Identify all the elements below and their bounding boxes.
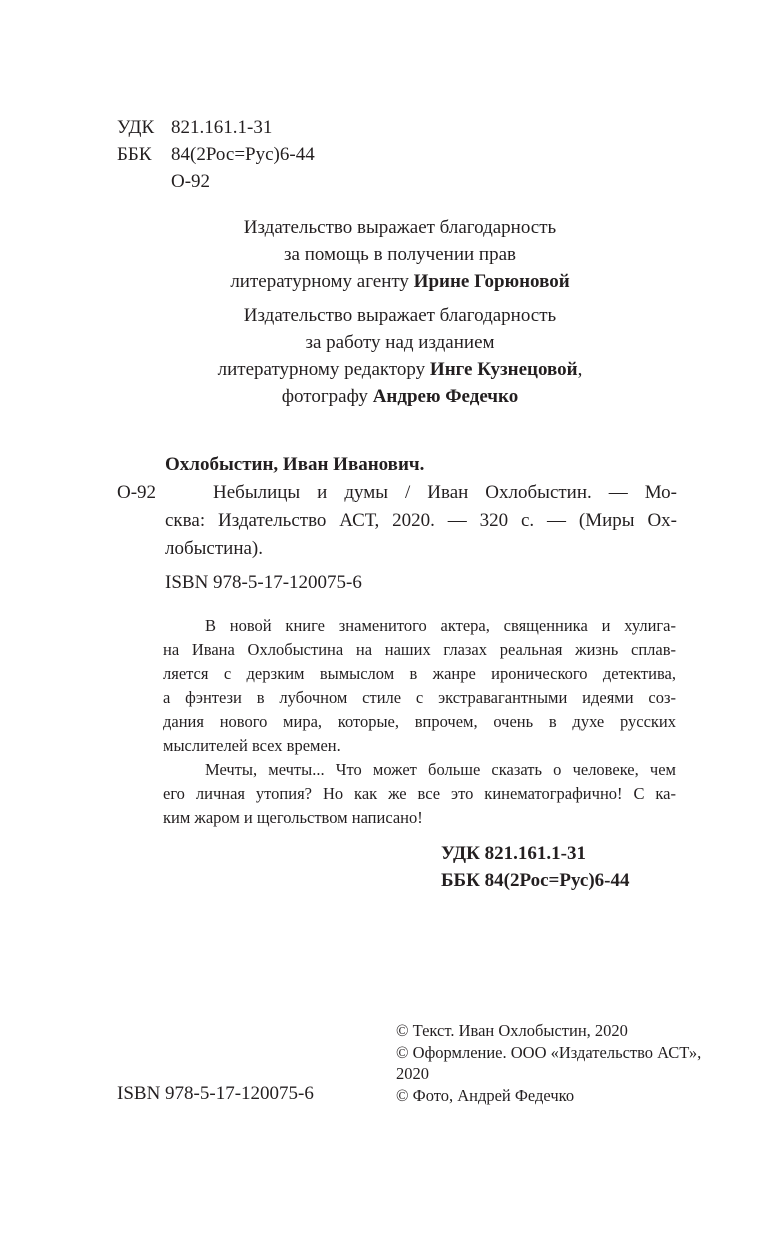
ack-photo-prefix: фотографу [281, 386, 373, 407]
ack-agent-prefix: литературному агенту [230, 271, 414, 292]
ack-line [110, 383, 690, 410]
ack-line: за помощь в получении прав [284, 244, 516, 265]
acknowledgement-rights [110, 214, 690, 295]
annotation-line: на Ивана Охлобыстина на наших глазах реальная жизнь сплав- [163, 640, 676, 659]
bbk-row [117, 141, 315, 168]
acknowledgement-editing [110, 302, 690, 410]
catalog-line: лобыстина). [165, 538, 263, 559]
annotation-line: мыслителей всех времен. [163, 736, 341, 755]
bbk-value: 84(2Рос=Рус)6-44 [171, 144, 315, 165]
annotation-line: дания нового мира, которые, впрочем, очень в духе русских [163, 712, 676, 731]
catalog-entry [117, 451, 677, 597]
catalog-line: сква: Издательство АСТ, 2020. — 320 с. — (Миры Ох- [165, 510, 677, 531]
annotation [163, 614, 676, 830]
copyright-line: © Оформление. ООО «Издательство АСТ», [396, 1042, 702, 1062]
catalog-description [117, 479, 677, 563]
udk-value: 821.161.1-31 [171, 117, 273, 138]
copyright-block [396, 1020, 701, 1106]
ack-line: Издательство выражает благодарность [243, 217, 557, 238]
author-mark: О-92 [171, 171, 211, 192]
catalog-author: Охлобыстин, Иван Иванович. [165, 454, 425, 475]
annotation-line: его личная утопия? Но как же все это кинематографично! С ка- [163, 784, 676, 803]
ack-line [110, 268, 690, 295]
ack-line: Издательство выражает благодарность [243, 305, 557, 326]
catalog-code: О-92 [117, 482, 157, 503]
classification-block [117, 114, 315, 195]
ack-editor-suffix: , [577, 359, 583, 380]
ack-photo-name: Андрею Федечко [372, 386, 519, 407]
annotation-line: Мечты, мечты... Что может больше сказать о человеке, чем [205, 760, 676, 779]
bbk-code-bold: ББК 84(2Рос=Рус)6-44 [441, 870, 630, 891]
copyright-line: 2020 [396, 1064, 429, 1083]
ack-editor-prefix: литературному редактору [217, 359, 430, 380]
classification-codes-bold [441, 840, 629, 894]
isbn-bottom: ISBN 978-5-17-120075-6 [117, 1083, 314, 1104]
udk-row [117, 114, 315, 141]
bbk-label: ББК [117, 144, 152, 165]
annotation-line: а фэнтези в лубочном стиле с экстравагантными идеями соз- [163, 688, 676, 707]
catalog-line: Небылицы и думы / Иван Охлобыстин. — Мо- [213, 482, 677, 503]
ack-line [110, 356, 690, 383]
annotation-line: ким жаром и щегольством написано! [163, 808, 423, 827]
copyright-line: © Фото, Андрей Федечко [396, 1085, 575, 1105]
catalog-isbn: ISBN 978-5-17-120075-6 [165, 572, 362, 593]
annotation-line: ляется с дерзким вымыслом в жанре иронического детектива, [163, 664, 676, 683]
ack-agent-name: Ирине Горюновой [413, 271, 570, 292]
ack-editor-name: Инге Кузнецовой [429, 359, 578, 380]
annotation-line: В новой книге знаменитого актера, священника и хулига- [205, 616, 676, 635]
udk-code-bold: УДК 821.161.1-31 [441, 843, 586, 864]
ack-line: за работу над изданием [305, 332, 495, 353]
udk-label: УДК [117, 117, 155, 138]
copyright-line: © Текст. Иван Охлобыстин, 2020 [396, 1021, 628, 1040]
